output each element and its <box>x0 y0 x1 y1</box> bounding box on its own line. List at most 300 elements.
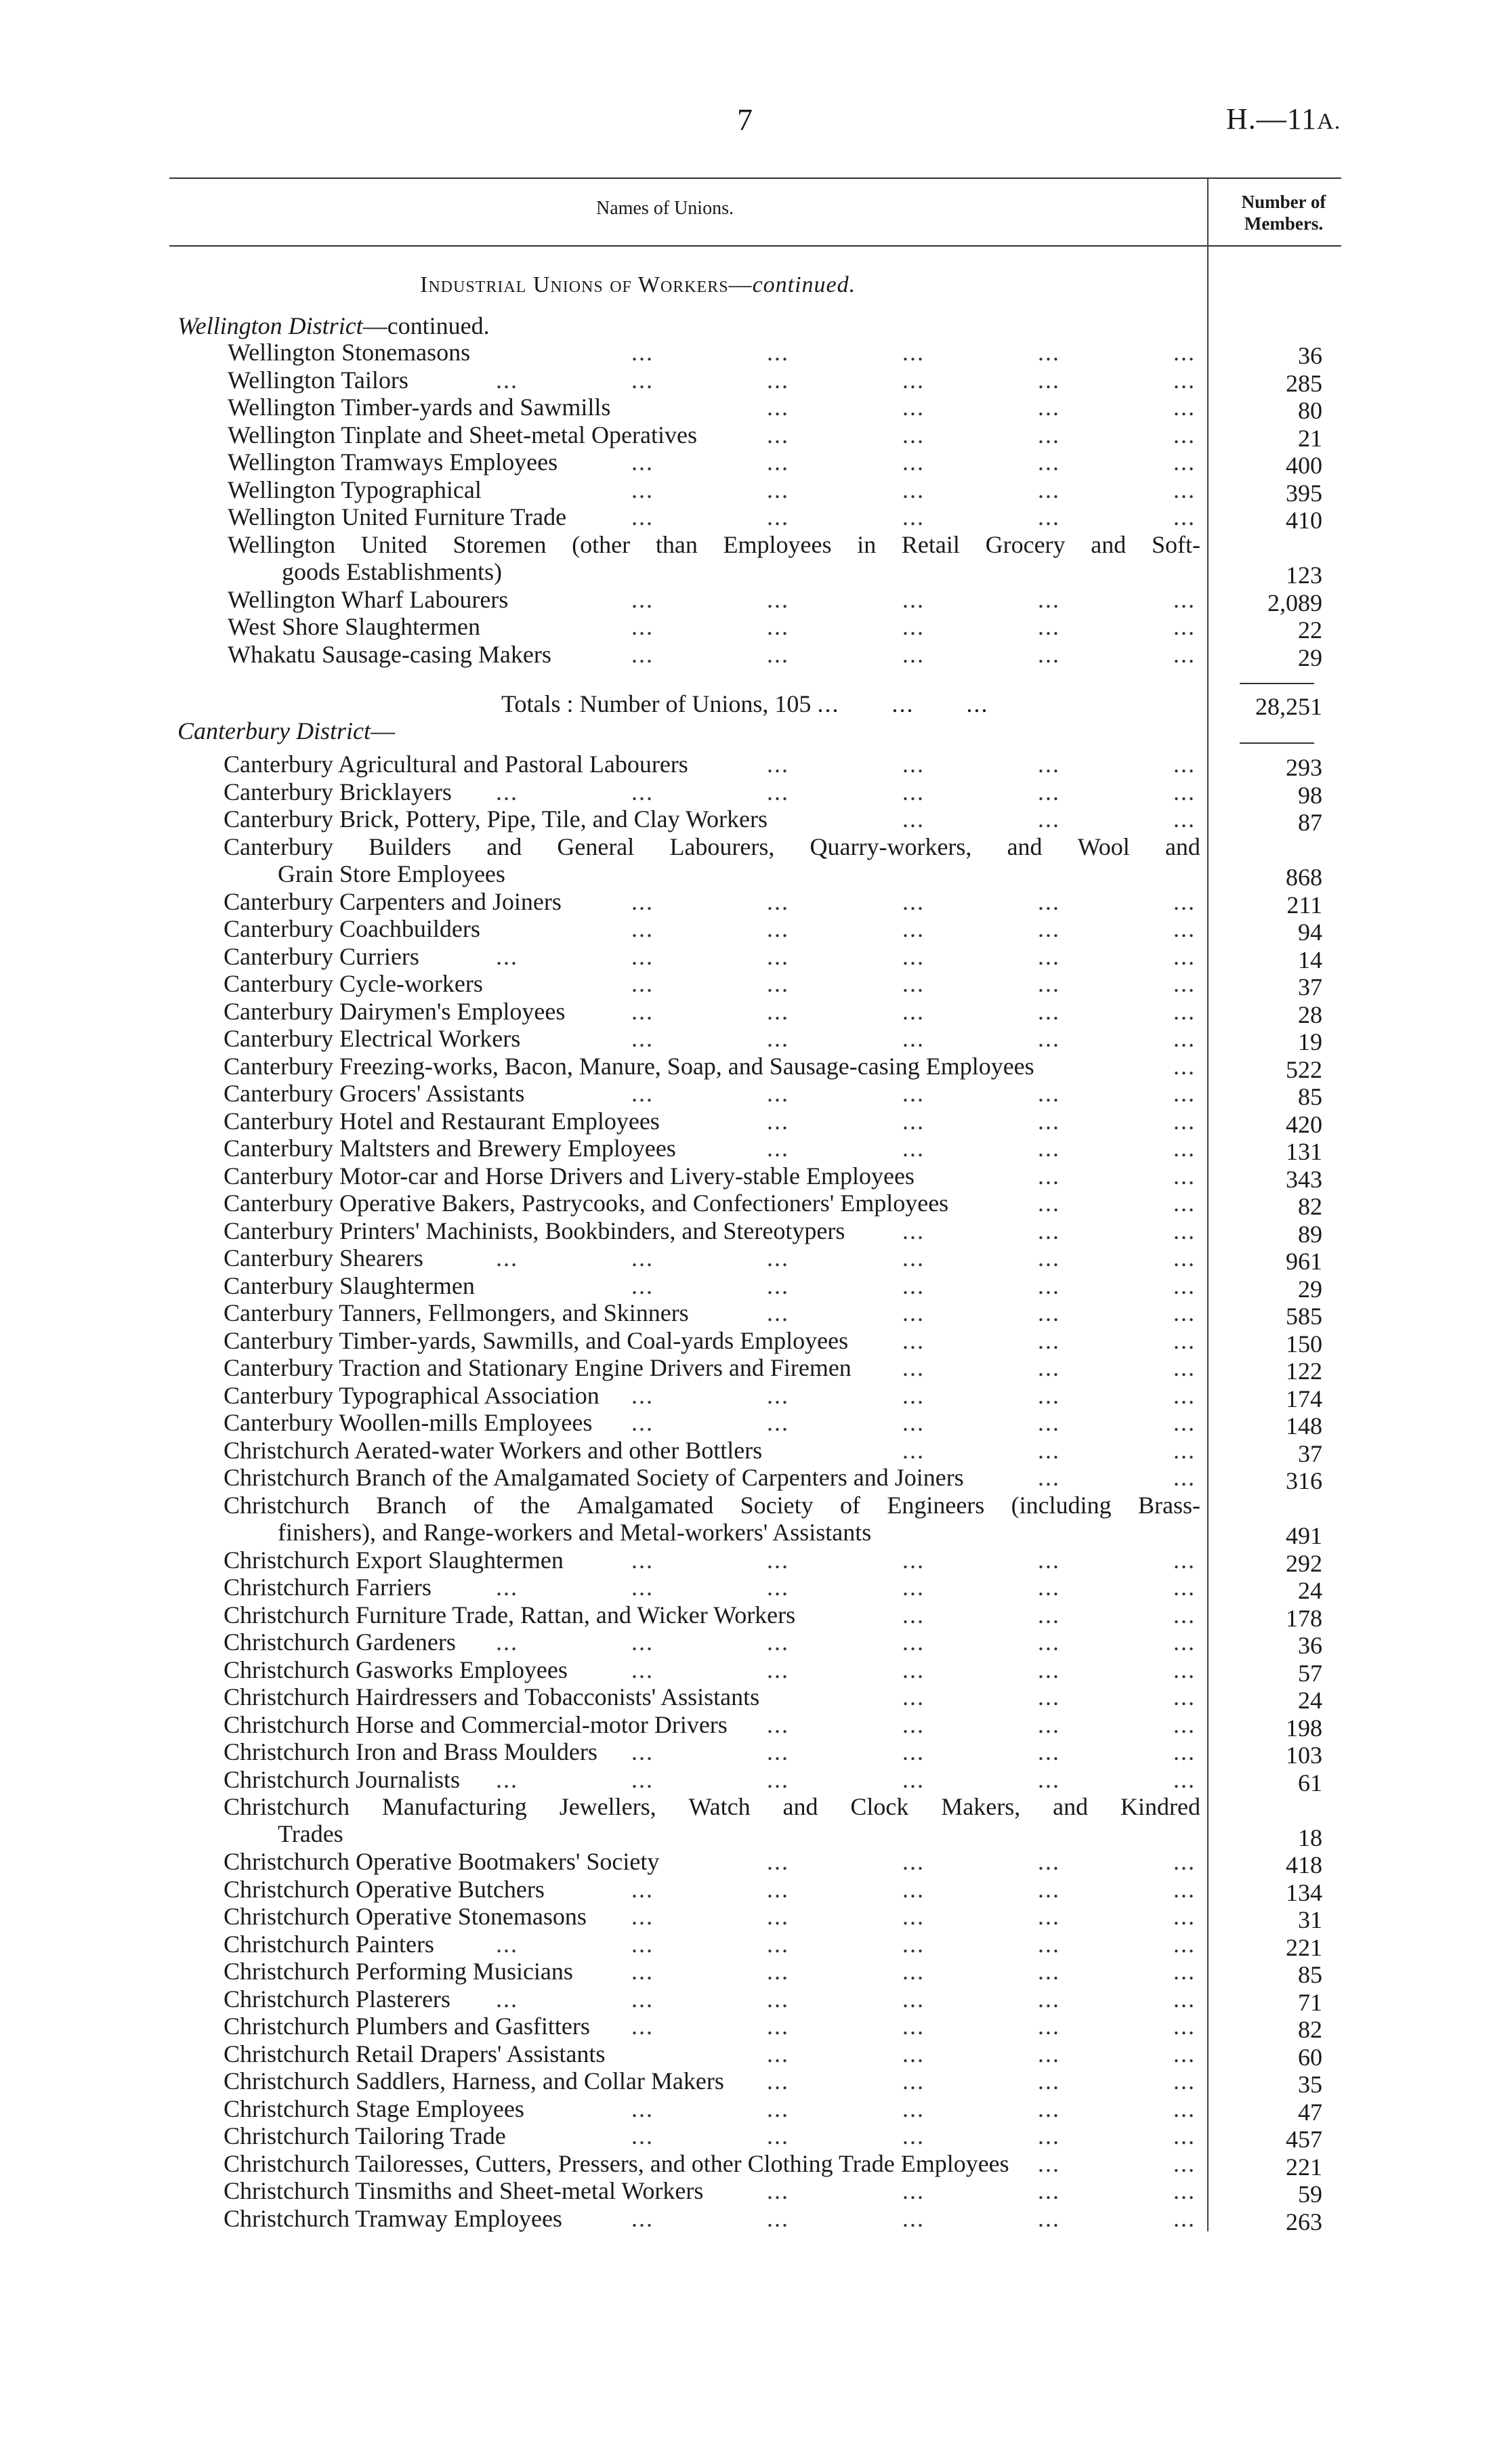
member-count: 961 <box>1286 1248 1322 1275</box>
member-count: 103 <box>1286 1742 1322 1769</box>
leader-dot-group: ... <box>1038 1710 1060 1738</box>
union-name: Wellington Wharf Labourers <box>228 585 509 613</box>
leader-dot-group: ... <box>767 1107 789 1135</box>
leader-dot-group: ... <box>767 915 789 942</box>
member-count: 98 <box>1298 781 1322 809</box>
leader-dot-group: ... <box>631 585 654 613</box>
leader-dot-group: ... <box>631 970 654 997</box>
leader-dot-group: ... <box>902 1546 925 1574</box>
leader-dot-group: ... <box>1173 1848 1196 1875</box>
leader-dot-group: ... <box>767 2095 789 2122</box>
leader-dot-group: ... <box>1038 970 1060 997</box>
leader-dot-group: ... <box>767 585 789 613</box>
leader-dot-group: ... <box>767 1080 789 1107</box>
member-count: 198 <box>1286 1714 1322 1742</box>
leader-dot-group: ... <box>1173 1436 1196 1464</box>
union-name: Canterbury Hotel and Restaurant Employees <box>224 1107 660 1135</box>
member-count: 122 <box>1286 1358 1322 1385</box>
leader-dot-group: ... <box>767 1271 789 1299</box>
district-heading-wellington <box>177 312 490 340</box>
leader-dot-group: ... <box>902 476 925 503</box>
leader-dot-group: ... <box>902 394 925 421</box>
leader-dot-group: ... <box>902 2095 925 2122</box>
leader-dot-group: ... <box>902 585 925 613</box>
member-count: 82 <box>1298 2016 1322 2043</box>
leader-dot-group: ... <box>1038 1683 1060 1710</box>
leader-dot-group: ... <box>767 1985 789 2013</box>
union-name: Canterbury Curriers <box>224 942 419 970</box>
leader-dot-group: ... <box>1173 1875 1196 1903</box>
leader-dot-group: ... <box>496 1628 518 1656</box>
leader-dot-group: ... <box>496 1244 518 1271</box>
union-name: Canterbury Printers' Machinists, Bookbinders, and Stereotypers <box>224 1217 845 1244</box>
leader-dot-group: ... <box>631 1080 654 1107</box>
leader-dot-group: ... <box>767 1710 789 1738</box>
leader-dot-group: ... <box>902 1299 925 1326</box>
leader-dot-group: ... <box>902 1875 925 1903</box>
leader-dot-group: ... <box>1173 1107 1196 1135</box>
leader-dot-group: ... <box>631 476 654 503</box>
leader-dot-group: ... <box>631 1409 654 1436</box>
leader-dot-group: ... <box>767 394 789 421</box>
leader-dot-group: ... <box>496 1985 518 2013</box>
member-count: 134 <box>1286 1878 1322 1906</box>
leader-dot-group: ... <box>1173 1080 1196 1107</box>
union-name: Christchurch Stage Employees <box>224 2095 524 2122</box>
member-count: 29 <box>1298 1275 1322 1303</box>
union-name: Christchurch Export Slaughtermen <box>224 1546 564 1574</box>
leader-dot-group: ... <box>496 366 518 394</box>
leader-dot-group: ... <box>1038 751 1060 778</box>
leader-dot-group: ... <box>1173 915 1196 942</box>
union-name: Christchurch Painters <box>224 1930 434 1958</box>
leader-dot-group: ... <box>1038 1903 1060 1930</box>
leader-dot-group: ... <box>767 1958 789 1985</box>
member-count: 395 <box>1286 479 1322 507</box>
union-name: Wellington Typographical <box>228 476 482 503</box>
leader-dot-group: ... <box>1173 476 1196 503</box>
leader-dot-group: ... <box>1038 2149 1060 2177</box>
member-count: 178 <box>1286 1604 1322 1632</box>
leader-dot-group: ... <box>1038 1217 1060 1244</box>
member-count: 14 <box>1298 946 1322 973</box>
union-name: Wellington United Storemen (other than Employees in Retail Grocery and Soft- <box>228 530 1200 558</box>
district-suffix: —continued. <box>362 312 490 339</box>
leader-dot-group: ... <box>767 2040 789 2067</box>
union-name: Whakatu Sausage-casing Makers <box>228 640 551 668</box>
union-name: Canterbury Agricultural and Pastoral Labourers <box>224 751 688 778</box>
leader-dot-group: ... <box>1038 915 1060 942</box>
leader-dot-group: ... <box>1173 1464 1196 1491</box>
leader-dot-group: ... <box>902 1436 925 1464</box>
leader-dot-group: ... <box>631 1656 654 1683</box>
leader-dot-group: ... <box>767 613 789 640</box>
union-name: Christchurch Manufacturing Jewellers, Watch and Clock Makers, and Kindred <box>224 1793 1200 1820</box>
leader-dot-group: ... <box>767 970 789 997</box>
member-count: 24 <box>1298 1577 1322 1604</box>
leader-dot-group: ... <box>1173 1765 1196 1793</box>
member-count: 418 <box>1286 1851 1322 1878</box>
member-count: 59 <box>1298 2181 1322 2208</box>
union-name: Christchurch Iron and Brass Moulders <box>224 1738 597 1765</box>
union-name: Christchurch Gasworks Employees <box>224 1656 568 1683</box>
leader-dot-group: ... <box>767 2177 789 2204</box>
union-name: Christchurch Tinsmiths and Sheet-metal Workers <box>224 2177 704 2204</box>
leader-dot-group: ... <box>1173 942 1196 970</box>
section-title-main: Industrial Unions of Workers— <box>420 272 753 297</box>
leader-dot-group: ... <box>631 1765 654 1793</box>
leader-dot-group: ... <box>767 1244 789 1271</box>
leader-dot-group: ... <box>767 1381 789 1409</box>
leader-dot-group: ... <box>1173 2204 1196 2232</box>
leader-dot-group: ... <box>631 997 654 1025</box>
leader-dot-group: ... <box>902 1738 925 1765</box>
leader-dot-group: ... <box>1173 1162 1196 1190</box>
union-name: Christchurch Operative Stonemasons <box>224 1903 587 1930</box>
leader-dot-group: ... <box>902 1903 925 1930</box>
union-name: Christchurch Tailoring Trade <box>224 2122 506 2149</box>
leader-dot-group: ... <box>1173 1025 1196 1052</box>
leader-dot-group: ... <box>1038 1985 1060 2013</box>
leader-dot-group: ... <box>1173 2095 1196 2122</box>
leader-dot-group: ... <box>1173 970 1196 997</box>
member-count: 31 <box>1298 1906 1322 1933</box>
leader-dot-group: ... <box>1173 1354 1196 1381</box>
leader-dot-group: ... <box>1038 1656 1060 1683</box>
leader-dot-group: ... <box>767 1848 789 1875</box>
member-count: 61 <box>1298 1769 1322 1796</box>
leader-dot-group: ... <box>1173 1903 1196 1930</box>
union-name: Christchurch Plumbers and Gasfitters <box>224 2013 590 2040</box>
leader-dot-group: ... <box>767 421 789 448</box>
leader-dot-group: ... <box>902 1326 925 1354</box>
leader-dot-group: ... <box>631 1930 654 1958</box>
leader-dot-group: ... <box>1038 585 1060 613</box>
totals-label: Totals : Number of Unions, 105 ... ... ... <box>501 690 989 717</box>
leader-dot-group: ... <box>1173 1409 1196 1436</box>
leader-dot-group: ... <box>767 1656 789 1683</box>
leader-dot-group: ... <box>631 1738 654 1765</box>
leader-dot-group: ... <box>1173 778 1196 805</box>
union-name: Wellington Timber-yards and Sawmills <box>228 394 611 421</box>
document-code-main: H.—11 <box>1226 102 1318 135</box>
leader-dot-group: ... <box>902 1765 925 1793</box>
leader-dot-group: ... <box>767 778 789 805</box>
leader-dot-group: ... <box>496 778 518 805</box>
leader-dot-group: ... <box>902 1930 925 1958</box>
leader-dot-group: ... <box>902 942 925 970</box>
leader-dot-group: ... <box>767 1875 789 1903</box>
union-name: Christchurch Retail Drapers' Assistants <box>224 2040 606 2067</box>
leader-dot-group: ... <box>902 887 925 915</box>
union-name: Christchurch Farriers <box>224 1574 432 1601</box>
leader-dot-group: ... <box>767 2013 789 2040</box>
leader-dot-group: ... <box>1038 1354 1060 1381</box>
leader-dot-group: ... <box>631 2013 654 2040</box>
member-count: 37 <box>1298 973 1322 1001</box>
member-count: 29 <box>1298 644 1322 671</box>
union-name: West Shore Slaughtermen <box>228 613 481 640</box>
leader-dot-group: ... <box>1038 1546 1060 1574</box>
union-name: Canterbury Maltsters and Brewery Employees <box>224 1135 676 1162</box>
member-count: 292 <box>1286 1549 1322 1577</box>
leader-dot-group: ... <box>902 421 925 448</box>
member-count: 94 <box>1298 919 1322 946</box>
leader-dot-group: ... <box>902 448 925 476</box>
leader-dot-group: ... <box>1173 366 1196 394</box>
leader-dot-group: ... <box>1038 1162 1060 1190</box>
leader-dot-group: ... <box>1173 339 1196 366</box>
leader-dot-group: ... <box>902 970 925 997</box>
union-name-continued: goods Establishments) <box>282 558 502 585</box>
leader-dot-group: ... <box>631 1875 654 1903</box>
leader-dot-group: ... <box>1038 778 1060 805</box>
member-count: 82 <box>1298 1193 1322 1220</box>
leader-dot-group: ... <box>1038 1464 1060 1491</box>
leader-dot-group: ... <box>631 2122 654 2149</box>
leader-dot-group: ... <box>902 2013 925 2040</box>
union-name: Canterbury Tanners, Fellmongers, and Skinners <box>224 1299 689 1326</box>
leader-dot-group: ... <box>1173 1299 1196 1326</box>
leader-dot-group: ... <box>902 1683 925 1710</box>
totals-rule-bottom <box>1240 742 1314 744</box>
union-name-continued: finishers), and Range-workers and Metal-workers' Assistants <box>278 1518 872 1546</box>
leader-dot-group: ... <box>767 2204 789 2232</box>
union-name: Christchurch Tailoresses, Cutters, Pressers, and other Clothing Trade Employees <box>224 2149 1009 2177</box>
leader-dot-group: ... <box>767 2122 789 2149</box>
member-count: 22 <box>1298 616 1322 644</box>
member-count: 585 <box>1286 1303 1322 1330</box>
union-name-continued: Grain Store Employees <box>278 860 505 887</box>
member-count: 36 <box>1298 342 1322 369</box>
leader-dot-group: ... <box>1038 2067 1060 2095</box>
leader-dot-group: ... <box>902 1271 925 1299</box>
leader-dot-group: ... <box>631 1546 654 1574</box>
union-name: Christchurch Furniture Trade, Rattan, and Wicker Workers <box>224 1601 796 1628</box>
member-count: 150 <box>1286 1330 1322 1358</box>
column-header-members-line1: Number of <box>1241 192 1326 212</box>
leader-dot-group: ... <box>902 2204 925 2232</box>
leader-dot-group: ... <box>1173 751 1196 778</box>
leader-dot-group: ... <box>1173 1052 1196 1080</box>
leader-dot-group: ... <box>1173 1930 1196 1958</box>
leader-dot-group: ... <box>1038 1765 1060 1793</box>
leader-dot-group: ... <box>1038 1930 1060 1958</box>
leader-dot-group: ... <box>767 997 789 1025</box>
leader-dot-group: ... <box>767 448 789 476</box>
leader-dot-group: ... <box>902 1601 925 1628</box>
leader-dot-group: ... <box>631 1958 654 1985</box>
union-name: Canterbury Bricklayers <box>224 778 452 805</box>
leader-dot-group: ... <box>767 366 789 394</box>
member-count: 28 <box>1298 1001 1322 1028</box>
leader-dot-group: ... <box>767 640 789 668</box>
member-count: 221 <box>1286 2153 1322 2181</box>
member-count: 400 <box>1286 452 1322 479</box>
union-name: Canterbury Coachbuilders <box>224 915 480 942</box>
leader-dot-group: ... <box>902 1656 925 1683</box>
union-name: Canterbury Woollen-mills Employees <box>224 1409 593 1436</box>
leader-dot-group: ... <box>1038 1409 1060 1436</box>
leader-dot-group: ... <box>902 915 925 942</box>
member-count: 285 <box>1286 369 1322 397</box>
leader-dot-group: ... <box>1173 2122 1196 2149</box>
member-count: 131 <box>1286 1138 1322 1165</box>
leader-dot-group: ... <box>631 1628 654 1656</box>
leader-dot-group: ... <box>631 1025 654 1052</box>
member-count: 316 <box>1286 1467 1322 1494</box>
member-count: 60 <box>1298 2043 1322 2071</box>
header-bottom-rule <box>169 245 1341 247</box>
leader-dot-group: ... <box>1038 805 1060 833</box>
leader-dot-group: ... <box>1038 1875 1060 1903</box>
leader-dot-group: ... <box>1038 1738 1060 1765</box>
union-name: Christchurch Journalists <box>224 1765 460 1793</box>
union-name: Canterbury Operative Bakers, Pastrycooks, and Confectioners' Employees <box>224 1190 949 1217</box>
leader-dot-group: ... <box>1173 448 1196 476</box>
leader-dot-group: ... <box>1173 1135 1196 1162</box>
leader-dot-group: ... <box>902 2067 925 2095</box>
leader-dot-group: ... <box>631 778 654 805</box>
member-count: 21 <box>1298 424 1322 452</box>
leader-dot-group: ... <box>767 1628 789 1656</box>
leader-dot-group: ... <box>1038 1628 1060 1656</box>
union-name: Canterbury Grocers' Assistants <box>224 1080 525 1107</box>
leader-dot-group: ... <box>902 805 925 833</box>
leader-dot-group: ... <box>1038 1190 1060 1217</box>
totals-rule-top <box>1240 683 1314 684</box>
leader-dot-group: ... <box>902 1244 925 1271</box>
member-count: 37 <box>1298 1439 1322 1467</box>
leader-dot-group: ... <box>1038 1848 1060 1875</box>
leader-dot-group: ... <box>1173 1985 1196 2013</box>
member-count: 24 <box>1298 1687 1322 1714</box>
leader-dot-group: ... <box>1173 2040 1196 2067</box>
leader-dot-group: ... <box>1038 1326 1060 1354</box>
union-name: Christchurch Hairdressers and Tobacconists' Assistants <box>224 1683 760 1710</box>
leader-dot-group: ... <box>902 1409 925 1436</box>
union-name: Christchurch Aerated-water Workers and other Bottlers <box>224 1436 763 1464</box>
leader-dot-group: ... <box>1173 2013 1196 2040</box>
leader-dot-group: ... <box>1173 1601 1196 1628</box>
member-count: 457 <box>1286 2126 1322 2153</box>
leader-dot-group: ... <box>1173 640 1196 668</box>
leader-dot-group: ... <box>631 2095 654 2122</box>
leader-dot-group: ... <box>767 1765 789 1793</box>
leader-dot-group: ... <box>902 640 925 668</box>
union-name: Wellington Tinplate and Sheet-metal Operatives <box>228 421 697 448</box>
leader-dot-group: ... <box>1173 1381 1196 1409</box>
column-divider <box>1207 179 1209 2231</box>
member-count: 293 <box>1286 754 1322 781</box>
leader-dot-group: ... <box>767 1574 789 1601</box>
leader-dot-group: ... <box>496 1930 518 1958</box>
union-name: Canterbury Carpenters and Joiners <box>224 887 562 915</box>
leader-dot-group: ... <box>767 751 789 778</box>
leader-dot-group: ... <box>767 1546 789 1574</box>
member-count: 57 <box>1298 1659 1322 1687</box>
leader-dot-group: ... <box>902 1710 925 1738</box>
leader-dot-group: ... <box>902 1107 925 1135</box>
member-count: 18 <box>1298 1824 1322 1851</box>
member-count: 343 <box>1286 1165 1322 1193</box>
member-count: 80 <box>1298 397 1322 424</box>
leader-dot-group: ... <box>1038 2122 1060 2149</box>
union-name: Canterbury Freezing-works, Bacon, Manure, Soap, and Sausage-casing Employees <box>224 1052 1034 1080</box>
leader-dot-group: ... <box>902 503 925 530</box>
leader-dot-group: ... <box>631 640 654 668</box>
leader-dot-group: ... <box>1038 1299 1060 1326</box>
member-count: 522 <box>1286 1055 1322 1083</box>
document-code-sub: A. <box>1317 109 1341 134</box>
leader-dot-group: ... <box>902 1025 925 1052</box>
leader-dot-group: ... <box>902 1354 925 1381</box>
union-name: Canterbury Typographical Association <box>224 1381 600 1409</box>
union-name: Canterbury Brick, Pottery, Pipe, Tile, and Clay Workers <box>224 805 768 833</box>
leader-dot-group: ... <box>631 1381 654 1409</box>
leader-dot-group: ... <box>1173 394 1196 421</box>
leader-dot-group: ... <box>1173 887 1196 915</box>
union-name: Christchurch Plasterers <box>224 1985 450 2013</box>
leader-dot-group: ... <box>1038 476 1060 503</box>
union-name: Christchurch Tramway Employees <box>224 2204 562 2232</box>
leader-dot-group: ... <box>1038 2040 1060 2067</box>
leader-dot-group: ... <box>902 2122 925 2149</box>
section-title <box>420 272 856 298</box>
leader-dot-group: ... <box>1038 1574 1060 1601</box>
leader-dot-group: ... <box>767 1299 789 1326</box>
leader-dot-group: ... <box>767 339 789 366</box>
leader-dot-group: ... <box>631 887 654 915</box>
union-name: Canterbury Cycle-workers <box>224 970 483 997</box>
district-suffix: — <box>371 717 395 744</box>
leader-dot-group: ... <box>1173 2067 1196 2095</box>
union-name: Canterbury Dairymen's Employees <box>224 997 566 1025</box>
leader-dot-group: ... <box>902 778 925 805</box>
union-name: Wellington United Furniture Trade <box>228 503 567 530</box>
leader-dot-group: ... <box>631 1244 654 1271</box>
leader-dot-group: ... <box>1038 503 1060 530</box>
leader-dot-group: ... <box>902 1985 925 2013</box>
leader-dot-group: ... <box>767 1930 789 1958</box>
union-name: Christchurch Gardeners <box>224 1628 456 1656</box>
leader-dot-group: ... <box>1038 1080 1060 1107</box>
member-count: 148 <box>1286 1412 1322 1439</box>
section-title-continued: continued. <box>752 272 856 297</box>
leader-dot-group: ... <box>631 366 654 394</box>
member-count: 174 <box>1286 1385 1322 1412</box>
district-name: Wellington District <box>177 312 363 339</box>
leader-dot-group: ... <box>1038 640 1060 668</box>
union-name-continued: Trades <box>278 1820 343 1847</box>
leader-dot-group: ... <box>631 1271 654 1299</box>
member-count: 85 <box>1298 1961 1322 1988</box>
leader-dot-group: ... <box>902 751 925 778</box>
union-name: Wellington Tailors <box>228 366 408 394</box>
leader-dot-group: ... <box>902 1848 925 1875</box>
leader-dot-group: ... <box>1173 1546 1196 1574</box>
leader-dot-group: ... <box>767 1409 789 1436</box>
union-name: Christchurch Performing Musicians <box>224 1958 573 1985</box>
member-count: 36 <box>1298 1632 1322 1659</box>
document-code <box>1226 102 1341 136</box>
member-count: 420 <box>1286 1110 1322 1138</box>
member-count: 211 <box>1286 891 1322 919</box>
leader-dot-group: ... <box>1173 1190 1196 1217</box>
leader-dot-group: ... <box>1038 1381 1060 1409</box>
member-count: 71 <box>1298 1988 1322 2016</box>
leader-dot-group: ... <box>631 1574 654 1601</box>
